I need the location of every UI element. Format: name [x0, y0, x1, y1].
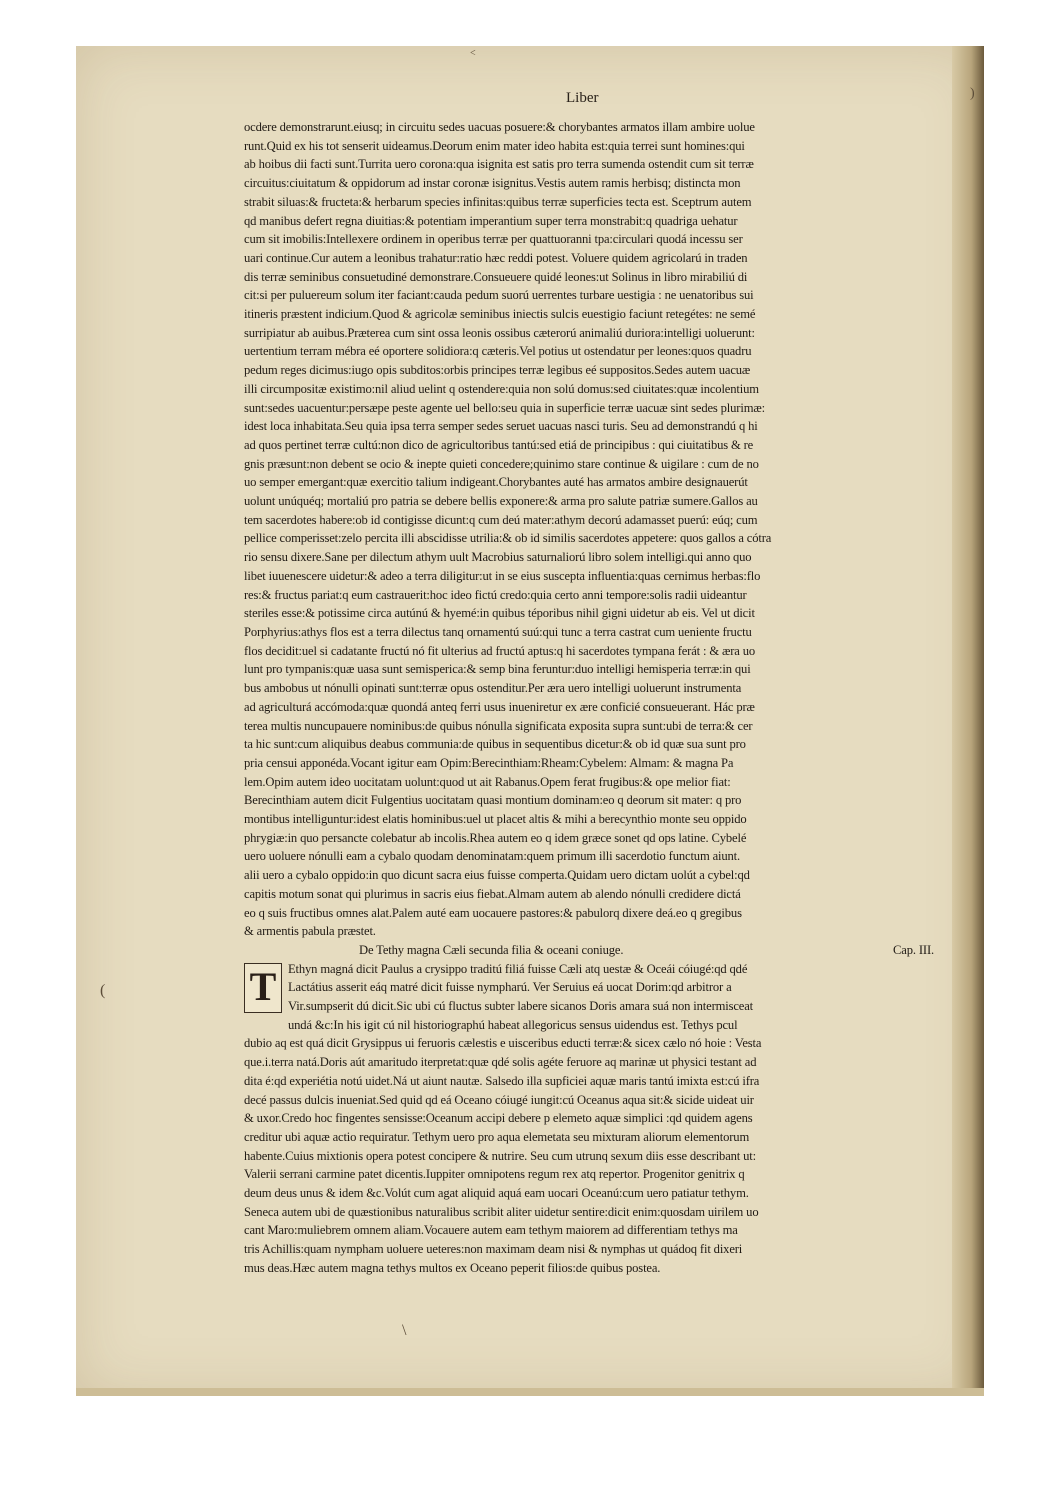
- text-line: dubio aq est quá dicit Grysippus ui feruoris cælestis e uisceribus educti terræ:& sicex cælo nó hoie : Vesta: [244, 1036, 762, 1051]
- text-line: cum sit imobilis:Intellexere ordinem in operibus terræ per quattuoranni tpa:circulari quodá incessu ser: [244, 232, 743, 247]
- text-line: pellice comperisset:zelo percita illi abscidisse utrilia:& ob id similis sacerdotes appetere: quos gallos a cótra: [244, 531, 772, 546]
- text-line: ta hic sunt:cum aliquibus deabus communia:de quibus in sequentibus dicetur:& ob id quæ sua sunt pro: [244, 737, 746, 752]
- drop-cap-initial: T: [244, 963, 282, 1013]
- text-line: pedum reges dicimus:iugo opis subditos:orbis principes terræ legibus eé suppositos.Sedes autem uacuæ: [244, 363, 751, 378]
- margin-mark: \: [402, 1322, 407, 1339]
- text-line: alii uero a cybalo oppido:in quo dicunt sacra eius fuisse comperta.Quidam uero dictam uolút a cybel:qd: [244, 868, 750, 883]
- text-line: uari continue.Cur autem a leonibus trahatur:ratio hæc reddi potest. Voluere quidem agricolarú in traden: [244, 250, 748, 265]
- text-line: que.i.terra natá.Doris aút amaritudo iterpretat:quæ qdé solis agéte feruore aq marinæ ut physici testant ad: [244, 1055, 757, 1070]
- text-line: ab hoibus dii facti sunt.Turrita uero corona:qua isignita est satis pro terra sumenda ostendit cum sit terræ: [244, 157, 754, 172]
- text-line: deum deus unus & idem &c.Volút cum agat aliquid aquá eam uocari Oceanú:cum uero patiatur tethym.: [244, 1186, 749, 1201]
- text-line: cit:si per puluereum solum iter faciant:cauda pedum suorú uerrentes turbare uestigia : ne uenatoribus sui: [244, 288, 754, 303]
- text-line: ocdere demonstrarunt.eiusq; in circuitu sedes uacuas posuere:& chorybantes armatos illam ambire uolue: [244, 120, 755, 134]
- page-edge: [952, 46, 984, 1396]
- text-line: circuitus:ciuitatum & oppidorum ad instar coronæ isignitus.Vestis autem ramis herbisq; distincta mon: [244, 176, 741, 191]
- text-line: capitis motum sonat qui plurimus in sacris eius fiebat.Almam autem ab alendo nónulli credidere dictá: [244, 886, 741, 901]
- text-line: eo q suis fructibus omnes alat.Palem auté eam uocauere pastores:& pabulorq dixere deá.eo q gregibus: [244, 905, 742, 920]
- text-line: montibus intelliguntur:idest elatis hominibus:uel ut placet altis & mihi a berecynthio monte seu oppido: [244, 812, 747, 827]
- text-line: ad agriculturá accómoda:quæ quondá anteq ferri usus inueniretur ex ære conficié consueuerant. Hác præ: [244, 699, 755, 714]
- margin-mark: ): [970, 86, 975, 101]
- text-line: uero uoluere nónulli eam a cybalo quodam denominatam:quem primum illi sacerdotio functum aiunt.: [244, 849, 741, 864]
- text-line: flos decidit:uel si cadatante fructú nó fit ulterius ad fructú aptus:q hi sacerdotes tympana ferát : & æra uo: [244, 643, 756, 658]
- text-line: pria censui apponéda.Vocant igitur eam Opim:Berecinthiam:Rheam:Cybelem: Almam: & magna Pa: [244, 755, 734, 770]
- text-line: habente.Cuius mixtionis opera potest concipere & nutrire. Seu cum utrunq sexum diis esse describant ut:: [244, 1148, 756, 1163]
- text-line: dis terræ seminibus consuetudiné demonstrare.Consueuere quidé leones:ut Solinus in libro mirabiliú di: [244, 269, 748, 284]
- text-line: uolunt unúquéq; mortaliú pro patria se debere bellis exponere:& arma pro salute patriæ sumere.Gallos au: [244, 494, 758, 509]
- text-line: Porphyrius:athys flos est a terra dilectus tanq ornamentú suú:qui tunc a terra castrat cum ueniente fructu: [244, 624, 752, 639]
- text-line: res:& fructus pariat:q eum castrauerit:hoc ideo fictú credo:quia certo anni tempore:solis radii uideantur: [244, 587, 747, 602]
- chapter-label: Cap. III.: [893, 942, 934, 957]
- chapter-opening: [244, 960, 944, 1035]
- text-line: gnis præsunt:non debent se ocio & inepte quieti concedere;quinimo stare continue & uigilare : cum de no: [244, 456, 759, 471]
- text-line: ad quos pertinet terræ cultú:non dico de agricultoribus tantú:sed etiá de principibus : qui ciuitatibus & re: [244, 437, 754, 452]
- text-line: Ethyn magná dicit Paulus a crysippo traditú filiá fuisse Cæli atq uestæ & Oceái cóiugé:qd qdé: [288, 961, 748, 976]
- text-line: idest loca inhabitata.Seu quia ipsa terra semper sedes seruet uacuas nasci turis. Seu ad demonstrandú q hi: [244, 419, 758, 434]
- text-line: Valerii serrani carmine patet dicentis.Iuppiter omnipotens regum rex atq repertor. Progenitor genitrix q: [244, 1167, 745, 1182]
- text-line: creditur ubi aquæ actio requiratur. Tethym uero pro aqua elemetata seu mixturam aliorum elementorum: [244, 1129, 750, 1144]
- text-line: mus deas.Hæc autem magna tethys multos ex Oceano peperit filios:de quibus postea.: [244, 1260, 661, 1275]
- chapter-heading: [244, 941, 944, 960]
- text-line: strabit siluas:& fructeta:& herbarum species infinitas:quibus terræ superficies tecta est. Sceptrum autem: [244, 194, 752, 209]
- text-line: runt.Quid ex his tot senserit uideamus.Deorum enim mater ideo habita est:quia terrei sunt homines:qui: [244, 138, 745, 153]
- text-line: uertentium terram mébra eé oportere solidiora:q cæteris.Vel potius ut ostendatur per leones:quos quadru: [244, 344, 752, 359]
- text-line: undá &c:In his igit cú nil historiographú habeat allegoricus sensus uidendus est. Tethys pcul: [288, 1017, 738, 1032]
- text-line: & armentis pabula præstet.: [244, 924, 376, 939]
- margin-mark: (: [100, 982, 106, 999]
- text-line: lunt pro tympanis:quæ uasa sunt semisperica:& semp bina feruntur:duo intelligi hemisperia terræ:in qui: [244, 662, 751, 677]
- text-line: dita é:qd experiétia notú uidet.Ná ut aiunt nautæ. Salsedo illa supficiei aquæ maris tantú imixta est:cú ifra: [244, 1073, 760, 1088]
- text-block: [244, 118, 944, 1278]
- text-line: Berecinthiam autem dicit Fulgentius uocitatam quasi montium dominam:eo q deorum sit mater: q pro: [244, 793, 742, 808]
- text-line: terea multis nuncupauere nominibus:de quibus nónulla significata exposita supra sunt:ubi de terra:& cer: [244, 718, 753, 733]
- text-line: Seneca autem ubi de quæstionibus naturalibus scribit aliter uidetur sentire:dicit enim:quosdam uirilem uo: [244, 1204, 759, 1219]
- text-line: decé passus dulcis inueniat.Sed quid qd eá Oceano cóiugé iungit:cú Oceanus aqua sit:& sicide uideat uir: [244, 1092, 754, 1107]
- margin-mark: <: [470, 48, 476, 59]
- text-line: illi circumpositæ existimo:nil aliud uelint q ostendere:quia non solú domus:sed ciuitates:quæ incolentium: [244, 381, 759, 396]
- text-line: itineris præstent indicium.Quod & agricolæ seminibus iniectis sulcis euestigio faciunt retegétes: ne semé: [244, 307, 756, 322]
- text-line: cant Maro:muliebrem omnem aliam.Vocauere autem eam tethym maiorem ad differentiam tethys ma: [244, 1223, 738, 1238]
- text-line: lem.Opim autem ideo uocitatam uolunt:quod ut ait Rabanus.Opem ferat frugibus:& ope melior fiat:: [244, 774, 731, 789]
- text-line: libet iuuenescere uidetur:& adeo a terra diligitur:ut in se eius suscepta influentia:quas cernimus herbas:flo: [244, 568, 761, 583]
- text-line: tem sacerdotes habere:ob id contigisse dicunt:q cum deú mater:athym decorú adamasset puerú: eúq; cum: [244, 512, 758, 527]
- text-line: bus ambobus ut nónulli opinati sunt:terræ opus ostenditur.Per æra uero intelligi uoluerunt instrumenta: [244, 681, 742, 696]
- text-line: & uxor.Credo hoc fingentes sensisse:Oceanum accipi debere p elemeto aquæ simplici :qd quidem agens: [244, 1111, 753, 1126]
- text-line: surripiatur ab auibus.Præterea cum sint ossa leonis ossibus cæterorú animaliú duriora:intelligi uoluerunt:: [244, 325, 755, 340]
- page-bottom-edge: [76, 1388, 984, 1396]
- text-line: steriles esse:& potissime circa autúnú & hyemé:in quibus téporibus nihil gigni uidetur ab eis. Vel ut dicit: [244, 606, 755, 621]
- paragraph-body: [244, 1034, 944, 1277]
- text-line: Vir.sumpserit dú dicit.Sic ubi cú fluctus subter labere sicanos Doris amara suá non intermisceat: [288, 999, 754, 1014]
- text-line: rio sensu dixere.Sane per dilectum athym uult Macrobius saturnaliorú libro solem intelligi.qui anno quo: [244, 550, 752, 565]
- paragraph-opening: [244, 118, 944, 941]
- running-head: Liber: [566, 90, 599, 106]
- paragraph-indented: [244, 960, 944, 1035]
- text-line: uo semper emergant:quæ exercitio talium indigeant.Chorybantes auté has armatos ambire designauerút: [244, 475, 748, 490]
- chapter-title: De Tethy magna Cæli secunda filia & oceani coniuge.: [359, 942, 624, 957]
- text-line: Lactátius asserit eáq matré dicit fuisse nympharú. Ver Seruius eá uocat Dorim:qd arbitror a: [288, 980, 732, 995]
- text-line: qd manibus defert regna diuitias:& potentiam imperantium super terra monstrabit:q quadriga uehatur: [244, 213, 738, 228]
- text-line: sunt:sedes uacuentur:persæpe peste agente uel bello:seu quia in superficie terræ uacuæ sint sedes plurimæ:: [244, 400, 765, 415]
- text-line: tris Achillis:quam nympham uoluere ueteres:non maximam deam nisi & nymphas ut quádoq fit dixeri: [244, 1242, 743, 1257]
- text-line: phrygiæ:in quo persancte colebatur ab incolis.Rhea autem eo q idem græce sonet qd ops latine. Cybelé: [244, 830, 747, 845]
